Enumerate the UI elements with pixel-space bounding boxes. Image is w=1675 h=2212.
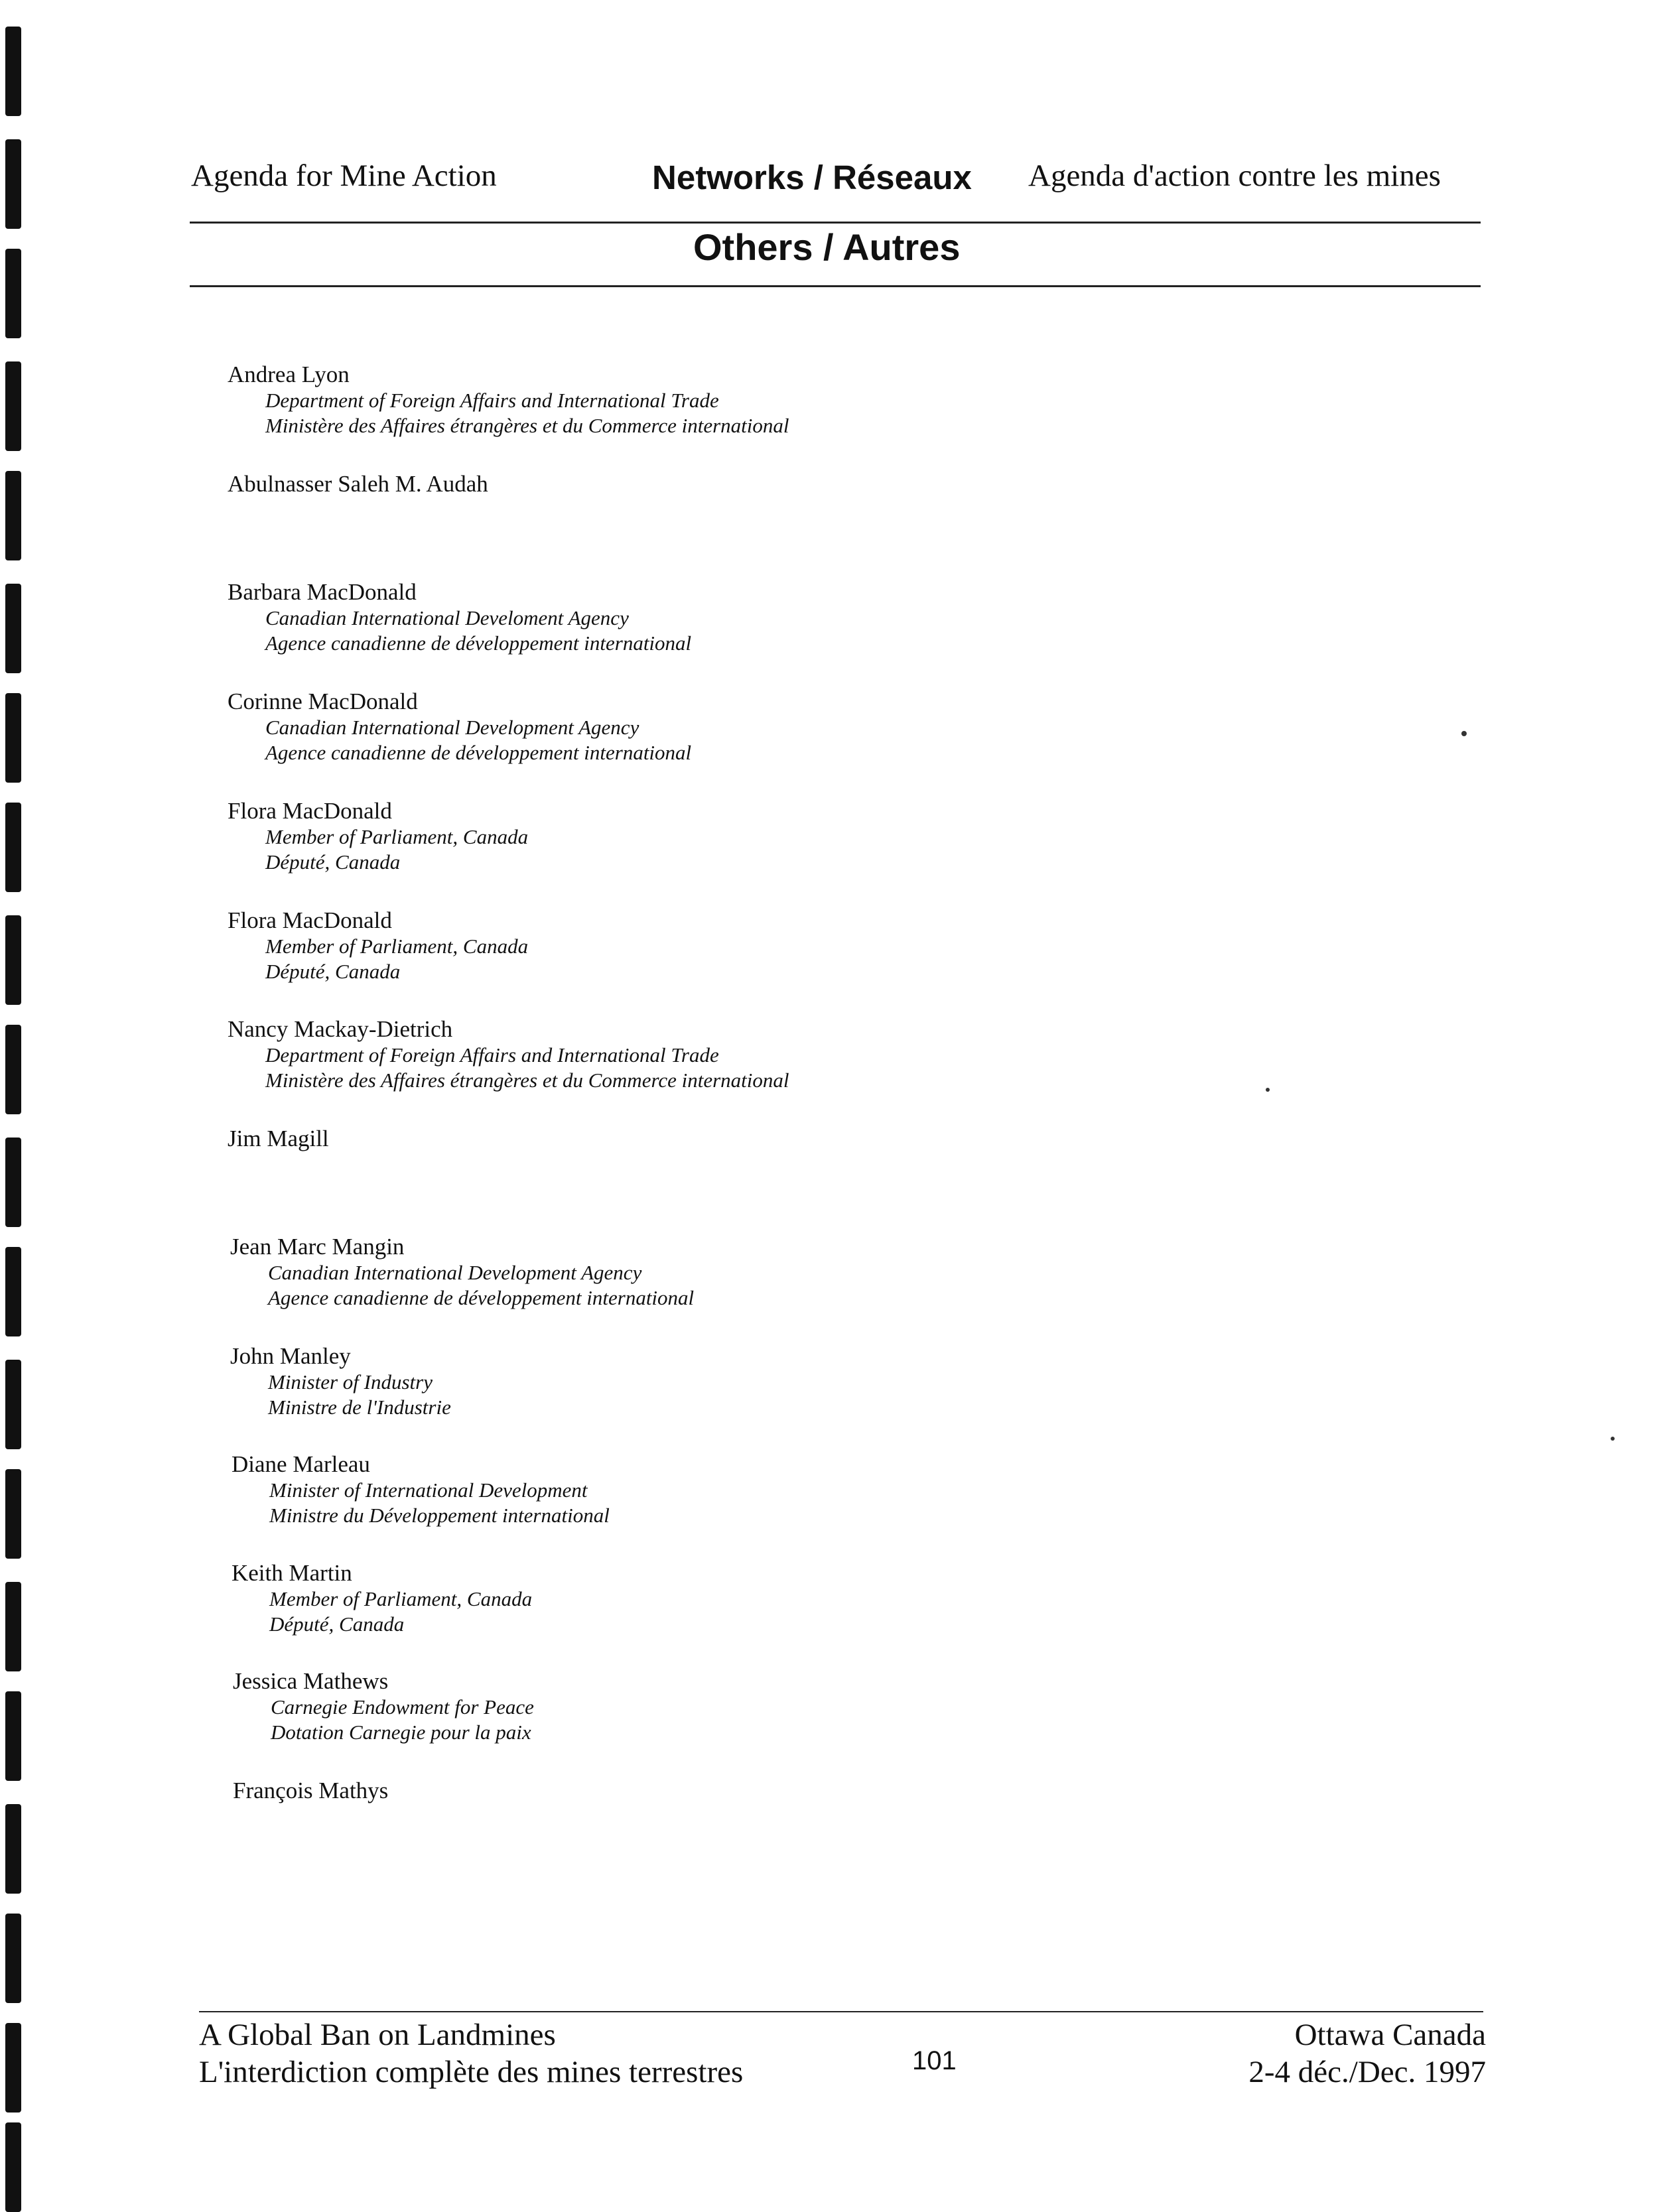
entry-affiliation: Agence canadienne de développement international xyxy=(268,1286,695,1309)
list-item xyxy=(230,1234,694,1311)
header-left-title: Agenda for Mine Action xyxy=(191,159,497,193)
section-rule xyxy=(190,285,1481,287)
list-item xyxy=(228,361,789,438)
scan-speck xyxy=(1461,731,1467,736)
entry-affiliation: Ministère des Affaires étrangères et du Commerce international xyxy=(265,414,789,437)
entry-affiliation: Member of Parliament, Canada xyxy=(265,825,529,848)
binding-hole xyxy=(5,1138,21,1227)
footer-left xyxy=(199,2016,743,2091)
binding-hole xyxy=(5,139,21,229)
list-item xyxy=(232,1451,610,1528)
binding-hole xyxy=(5,1691,21,1781)
header-right-title: Agenda d'action contre les mines xyxy=(1028,159,1441,193)
footer-left-line1: A Global Ban on Landmines xyxy=(199,2018,556,2052)
entry-name: Nancy Mackay-Dietrich xyxy=(228,1016,453,1042)
entry-name: Flora MacDonald xyxy=(228,798,392,824)
footer-rule xyxy=(199,2011,1483,2012)
entry-affiliation: Minister of Industry xyxy=(268,1370,433,1394)
footer-right xyxy=(1221,2016,1486,2091)
list-item xyxy=(232,1560,532,1637)
binding-hole xyxy=(5,249,21,338)
entry-affiliation: Canadian International Develoment Agency xyxy=(265,606,629,629)
entry-name: Abulnasser Saleh M. Audah xyxy=(228,471,488,497)
entry-affiliation: Agence canadienne de développement international xyxy=(265,631,692,655)
binding-hole xyxy=(5,915,21,1005)
entry-affiliation: Carnegie Endowment for Peace xyxy=(271,1695,534,1719)
entry-name: Jean Marc Mangin xyxy=(230,1234,405,1260)
binding-hole xyxy=(5,693,21,783)
list-item xyxy=(233,1778,388,1804)
footer-right-line1: Ottawa Canada xyxy=(1294,2018,1486,2052)
entry-affiliation: Canadian International Development Agency xyxy=(265,716,639,739)
entry-affiliation: Ministre de l'Industrie xyxy=(268,1396,451,1419)
binding-hole xyxy=(5,471,21,560)
page-number: 101 xyxy=(912,2046,957,2075)
entry-affiliation: Ministre du Développement international xyxy=(269,1504,610,1527)
entry-affiliation: Ministère des Affaires étrangères et du Commerce international xyxy=(265,1069,789,1092)
entry-name: John Manley xyxy=(230,1343,351,1369)
entry-name: Flora MacDonald xyxy=(228,907,392,933)
list-item xyxy=(228,1016,789,1093)
list-item xyxy=(228,688,691,765)
binding-hole xyxy=(5,1360,21,1449)
binding-hole xyxy=(5,1025,21,1114)
entry-name: Corinne MacDonald xyxy=(228,688,418,714)
entry-affiliation: Député, Canada xyxy=(265,960,401,983)
entry-affiliation: Department of Foreign Affairs and International Trade xyxy=(265,389,719,412)
footer-right-line2: 2-4 déc./Dec. 1997 xyxy=(1248,2055,1486,2089)
binding-hole xyxy=(5,1582,21,1671)
entry-name: Jessica Mathews xyxy=(233,1668,389,1694)
list-item xyxy=(230,1343,451,1420)
binding-hole xyxy=(5,1469,21,1559)
binding-hole xyxy=(5,2023,21,2113)
binding-hole xyxy=(5,1804,21,1894)
entry-name: Keith Martin xyxy=(232,1560,352,1586)
list-item xyxy=(233,1668,534,1745)
entry-affiliation: Minister of International Development xyxy=(269,1478,588,1502)
entry-name: Andrea Lyon xyxy=(228,361,350,387)
scan-speck xyxy=(1611,1437,1615,1441)
list-item xyxy=(228,907,528,984)
entry-affiliation: Député, Canada xyxy=(265,850,401,874)
entry-affiliation: Department of Foreign Affairs and International Trade xyxy=(265,1043,719,1067)
entry-name: Barbara MacDonald xyxy=(228,579,417,605)
binding-holes xyxy=(0,0,40,2203)
entry-name: François Mathys xyxy=(233,1778,389,1803)
list-item xyxy=(228,798,528,875)
entry-name: Jim Magill xyxy=(228,1126,329,1151)
binding-hole xyxy=(5,1247,21,1336)
binding-hole xyxy=(5,584,21,673)
list-item xyxy=(228,1126,329,1152)
entry-affiliation: Député, Canada xyxy=(269,1612,405,1636)
binding-hole xyxy=(5,27,21,116)
entry-affiliation: Member of Parliament, Canada xyxy=(265,935,529,958)
entry-affiliation: Canadian International Development Agency xyxy=(268,1261,642,1284)
binding-hole xyxy=(5,803,21,892)
entry-affiliation: Agence canadienne de développement international xyxy=(265,741,692,764)
header-center-title: Networks / Réseaux xyxy=(652,159,972,196)
binding-hole xyxy=(5,2122,21,2212)
entry-affiliation: Member of Parliament, Canada xyxy=(269,1587,533,1610)
list-item xyxy=(228,471,488,497)
header-rule xyxy=(190,222,1481,224)
binding-hole xyxy=(5,1914,21,2003)
binding-hole xyxy=(5,361,21,451)
entry-affiliation: Dotation Carnegie pour la paix xyxy=(271,1721,531,1744)
footer-left-line2: L'interdiction complète des mines terrestres xyxy=(199,2055,744,2089)
section-title: Others / Autres xyxy=(693,226,961,268)
list-item xyxy=(228,579,691,656)
entry-name: Diane Marleau xyxy=(232,1451,370,1477)
scan-speck xyxy=(1266,1088,1270,1092)
